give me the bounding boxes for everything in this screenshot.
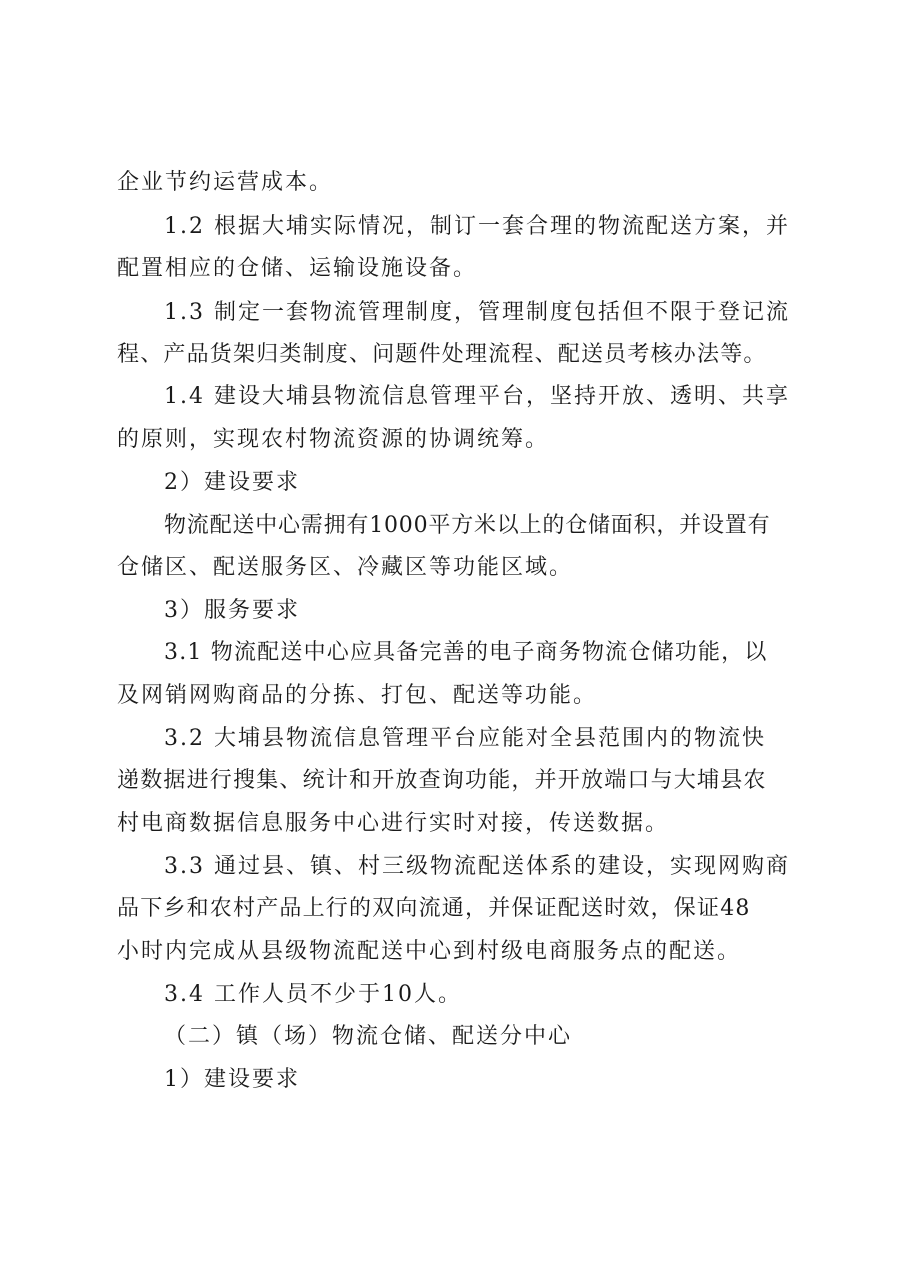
text-line-5: 程、产品货架归类制度、问题件处理流程、配送员考核办法等。 bbox=[117, 342, 767, 367]
text-line-12: 3.1 物流配送中心应具备完善的电子商务物流仓储功能，以 bbox=[164, 640, 768, 665]
text-line-4: 1.3 制定一套物流管理制度，管理制度包括但不限于登记流 bbox=[164, 300, 790, 325]
text-line-20: 3.4 工作人员不少于10人。 bbox=[164, 982, 462, 1007]
text-line-15: 递数据进行搜集、统计和开放查询功能，并开放端口与大埔县农 bbox=[117, 768, 767, 793]
text-line-6: 1.4 建设大埔县物流信息管理平台，坚持开放、透明、共享 bbox=[164, 384, 790, 409]
text-line-7: 的原则，实现农村物流资源的协调统筹。 bbox=[117, 427, 550, 452]
text-line-10: 仓储区、配送服务区、冷藏区等功能区域。 bbox=[117, 555, 574, 580]
text-line-2: 1.2 根据大埔实际情况，制订一套合理的物流配送方案，并 bbox=[164, 214, 790, 239]
section-heading-build-req: 2）建设要求 bbox=[164, 470, 300, 495]
section-heading-town-center: （二）镇（场）物流仓储、配送分中心 bbox=[164, 1024, 573, 1049]
text-line-16: 村电商数据信息服务中心进行实时对接，传送数据。 bbox=[117, 811, 670, 836]
text-line-18: 品下乡和农村产品上行的双向流通，并保证配送时效，保证48 bbox=[117, 896, 751, 921]
text-line-3: 配置相应的仓储、运输设施设备。 bbox=[117, 256, 478, 281]
text-line-17: 3.3 通过县、镇、村三级物流配送体系的建设，实现网购商 bbox=[164, 854, 790, 879]
text-line-1: 企业节约运营成本。 bbox=[117, 170, 334, 195]
text-line-13: 及网销网购商品的分拣、打包、配送等功能。 bbox=[117, 683, 598, 708]
text-line-9: 物流配送中心需拥有1000平方米以上的仓储面积，并设置有 bbox=[164, 513, 771, 538]
section-heading-build-req-2: 1）建设要求 bbox=[164, 1067, 300, 1092]
text-line-14: 3.2 大埔县物流信息管理平台应能对全县范围内的物流快 bbox=[164, 726, 766, 751]
text-line-19: 小时内完成从县级物流配送中心到村级电商服务点的配送。 bbox=[117, 939, 742, 964]
section-heading-service-req: 3）服务要求 bbox=[164, 598, 300, 623]
